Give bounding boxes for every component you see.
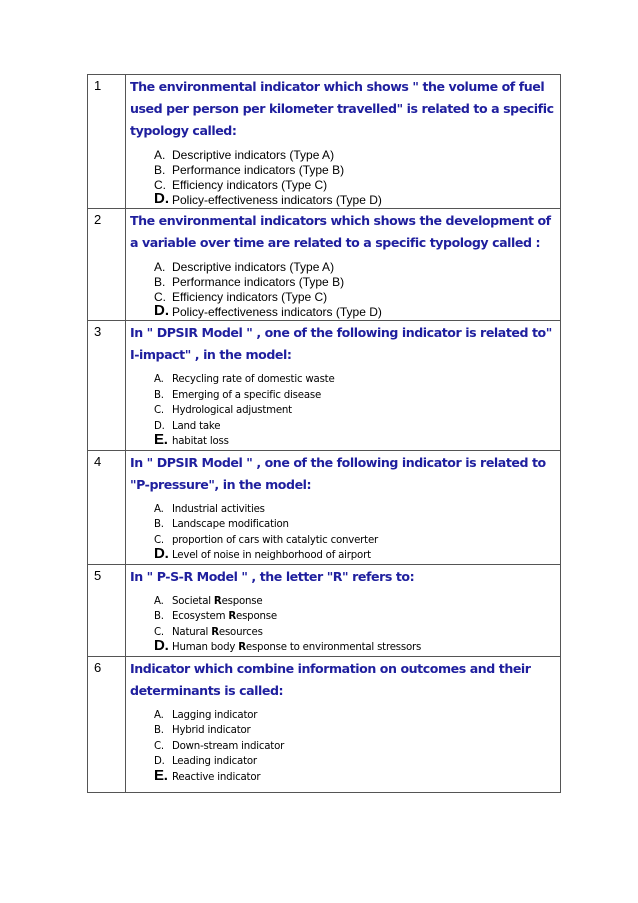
option-item xyxy=(154,637,556,656)
option-text: Policy-effectiveness indicators (Type D) xyxy=(172,305,382,319)
option-item xyxy=(154,260,556,275)
option-text: Land take xyxy=(172,420,221,432)
option-letter: B. xyxy=(154,163,166,177)
question-row xyxy=(88,321,561,451)
option-text: Level of noise in neighborhood of airport xyxy=(172,550,371,561)
option-letter: D. xyxy=(154,545,169,562)
option-text-bold: R xyxy=(213,595,222,607)
option-letter: C. xyxy=(154,290,166,304)
option-letter: C. xyxy=(154,178,166,192)
question-number: 5 xyxy=(88,564,126,656)
option-text: Landscape modification xyxy=(172,519,289,530)
option-list xyxy=(154,260,556,320)
option-item xyxy=(154,148,556,163)
question-text: In " DPSIR Model " , one of the following indicator is related to "P-pressure", in the model: xyxy=(130,454,546,492)
option-item xyxy=(154,533,556,549)
option-letter: B. xyxy=(154,275,166,289)
option-text: Lagging indicator xyxy=(172,709,258,721)
option-letter: D. xyxy=(154,302,169,319)
question-cell xyxy=(126,321,561,451)
option-item xyxy=(154,609,556,625)
option-item xyxy=(154,403,556,419)
option-letter: E. xyxy=(154,766,168,784)
option-letter: A. xyxy=(154,260,166,274)
question-text: The environmental indicator which shows " the volume of fuel used per person per kilometer travelled" is related to a specific typology called: xyxy=(130,79,554,138)
option-letter: A. xyxy=(154,148,166,162)
option-text-pre: Human body xyxy=(172,642,239,653)
option-letter: D. xyxy=(154,637,169,654)
option-item xyxy=(154,502,556,518)
question-cell xyxy=(126,75,561,209)
option-text: Industrial activities xyxy=(172,503,265,515)
option-letter: A. xyxy=(154,709,164,721)
option-text: Efficiency indicators (Type C) xyxy=(172,178,328,192)
option-letter: B. xyxy=(154,519,164,530)
option-item xyxy=(154,190,556,208)
option-text: Descriptive indicators (Type A) xyxy=(172,260,335,274)
option-text-pre: Societal xyxy=(172,595,214,607)
option-list xyxy=(154,502,556,564)
option-text: Policy-effectiveness indicators (Type D) xyxy=(172,193,382,207)
option-list xyxy=(154,594,556,656)
option-item xyxy=(154,372,556,388)
option-letter: D. xyxy=(154,756,165,767)
option-letter: A. xyxy=(154,374,164,385)
question-cell xyxy=(126,209,561,321)
option-text-bold: R xyxy=(238,642,246,653)
option-item xyxy=(154,594,556,610)
option-letter: B. xyxy=(154,725,164,736)
option-text: Reactive indicator xyxy=(172,771,261,783)
option-item xyxy=(154,163,556,178)
option-item xyxy=(154,178,556,193)
option-text: Hybrid indicator xyxy=(172,725,251,736)
option-letter: C. xyxy=(154,405,164,416)
option-text-post: esponse xyxy=(221,595,263,607)
question-cell xyxy=(126,656,561,792)
question-number: 2 xyxy=(88,209,126,321)
option-text-bold: R xyxy=(211,626,219,638)
option-item xyxy=(154,302,556,320)
question-number: 3 xyxy=(88,321,126,451)
option-list xyxy=(154,148,556,208)
option-text: Emerging of a specific disease xyxy=(172,389,322,401)
option-text: Down-stream indicator xyxy=(172,740,285,752)
option-letter: D. xyxy=(154,190,169,207)
question-row xyxy=(88,209,561,321)
option-item xyxy=(154,388,556,404)
option-letter: B. xyxy=(154,389,164,401)
option-item xyxy=(154,290,556,305)
option-text: Hydrological adjustment xyxy=(172,405,292,416)
option-text: Efficiency indicators (Type C) xyxy=(172,290,328,304)
option-text-post: esources xyxy=(218,626,263,638)
question-cell xyxy=(126,450,561,564)
question-text: Indicator which combine information on outcomes and their determinants is called: xyxy=(130,660,531,698)
option-item xyxy=(154,739,556,755)
option-list xyxy=(154,708,556,786)
question-cell xyxy=(126,564,561,656)
option-item xyxy=(154,708,556,724)
question-row xyxy=(88,656,561,792)
question-row xyxy=(88,75,561,209)
option-text-bold: R xyxy=(228,611,236,622)
option-letter: C. xyxy=(154,534,164,546)
option-item xyxy=(154,431,556,450)
option-item xyxy=(154,545,556,564)
option-text: Performance indicators (Type B) xyxy=(172,163,345,177)
option-text: Recycling rate of domestic waste xyxy=(172,374,335,385)
option-letter: D. xyxy=(154,420,165,432)
option-item xyxy=(154,723,556,739)
option-item xyxy=(154,517,556,533)
question-text: The environmental indicators which shows the development of a variable over time are related to a specific typology called : xyxy=(130,213,551,250)
option-letter: C. xyxy=(154,626,164,638)
option-item xyxy=(154,275,556,290)
quiz-table xyxy=(87,74,561,793)
option-letter: A. xyxy=(154,503,164,515)
question-number: 6 xyxy=(88,656,126,792)
option-text-pre: Ecosystem xyxy=(172,611,229,622)
option-text: habitat loss xyxy=(172,436,229,447)
option-letter: A. xyxy=(154,595,164,607)
option-text: Descriptive indicators (Type A) xyxy=(172,148,335,162)
question-text: In " P-S-R Model " , the letter "R" refers to: xyxy=(130,568,415,584)
question-row xyxy=(88,450,561,564)
option-item xyxy=(154,766,556,786)
option-letter: B. xyxy=(154,611,164,622)
question-text: In " DPSIR Model " , one of the following indicator is related to" I-impact" , in the model: xyxy=(130,325,552,362)
option-text-pre: Natural xyxy=(172,626,212,638)
question-row xyxy=(88,564,561,656)
option-letter: E. xyxy=(154,431,168,448)
question-number: 1 xyxy=(88,75,126,209)
option-text: Performance indicators (Type B) xyxy=(172,275,345,289)
option-list xyxy=(154,372,556,450)
option-text-post: esponse to environmental stressors xyxy=(245,642,422,653)
option-text-post: esponse xyxy=(236,611,277,622)
option-text: Leading indicator xyxy=(172,756,257,767)
option-item xyxy=(154,419,556,435)
option-item xyxy=(154,754,556,770)
option-item xyxy=(154,625,556,641)
question-number: 4 xyxy=(88,450,126,564)
option-letter: C. xyxy=(154,740,164,752)
option-text: proportion of cars with catalytic converter xyxy=(172,534,379,546)
